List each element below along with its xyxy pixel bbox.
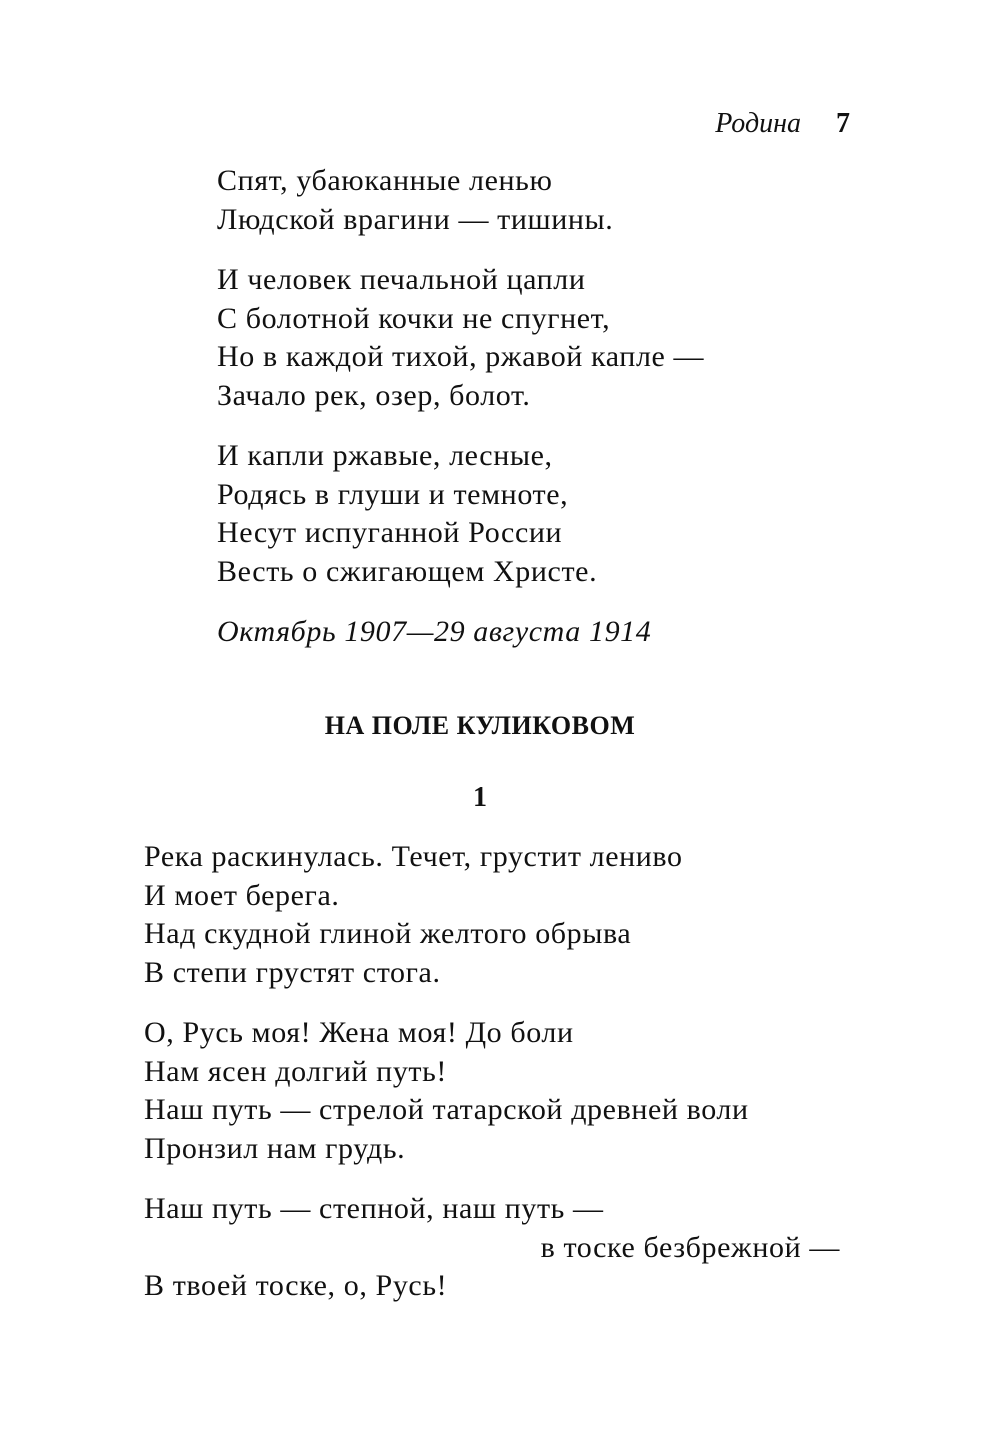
stanza	[144, 1190, 864, 1306]
section-number: 1	[473, 782, 487, 813]
poem-date: Октябрь 1907—29 августа 1914	[217, 615, 652, 648]
poem-line: Спят, убаюканные ленью	[217, 164, 553, 197]
poem-line: Над скудной глиной желтого обрыва	[144, 917, 632, 950]
stanza	[217, 261, 857, 415]
poem-line: Пронзил нам грудь.	[144, 1131, 406, 1165]
poem-line: Наш путь — степной, наш путь —	[144, 1192, 604, 1225]
poem-rodina-ending	[217, 162, 857, 613]
poem-line-continuation: в тоске безбрежной —	[540, 1230, 840, 1264]
poem-line: Нам ясен долгий путь!	[144, 1054, 448, 1088]
poem-na-pole-kulikovom	[144, 838, 864, 1328]
running-head-title: Родина	[715, 108, 801, 139]
poem-line: С болотной кочки не спугнет,	[217, 301, 611, 335]
poem-line: Но в каждой тихой, ржавой капле —	[217, 340, 705, 373]
poem-line: Несут испуганной России	[217, 516, 563, 549]
poem-line: О, Русь моя! Жена моя! До боли	[144, 1016, 574, 1049]
stanza	[144, 838, 864, 992]
page-number: 7	[836, 108, 850, 139]
poem-line: Весть о сжигающем Христе.	[217, 554, 598, 588]
poem-line: Наш путь — стрелой татарской древней воли	[144, 1093, 749, 1126]
poem-line: И капли ржавые, лесные,	[217, 439, 553, 472]
poem-line: В твоей тоске, о, Русь!	[144, 1269, 448, 1302]
poem-line: И моет берега.	[144, 878, 340, 912]
stanza	[217, 162, 857, 239]
poem-line: Река раскинулась. Течет, грустит лениво	[144, 840, 683, 873]
poem-line: Людской врагини — тишины.	[217, 202, 614, 236]
poem-line: Родясь в глуши и темноте,	[217, 477, 569, 511]
stanza	[217, 437, 857, 591]
stanza	[144, 1014, 864, 1168]
running-head	[715, 104, 850, 144]
poem-heading: НА ПОЛЕ КУЛИКОВОМ	[324, 711, 636, 740]
poem-line: Зачало рек, озер, болот.	[217, 378, 531, 412]
poem-line: И человек печальной цапли	[217, 263, 586, 296]
poem-line: В степи грустят стога.	[144, 955, 441, 989]
